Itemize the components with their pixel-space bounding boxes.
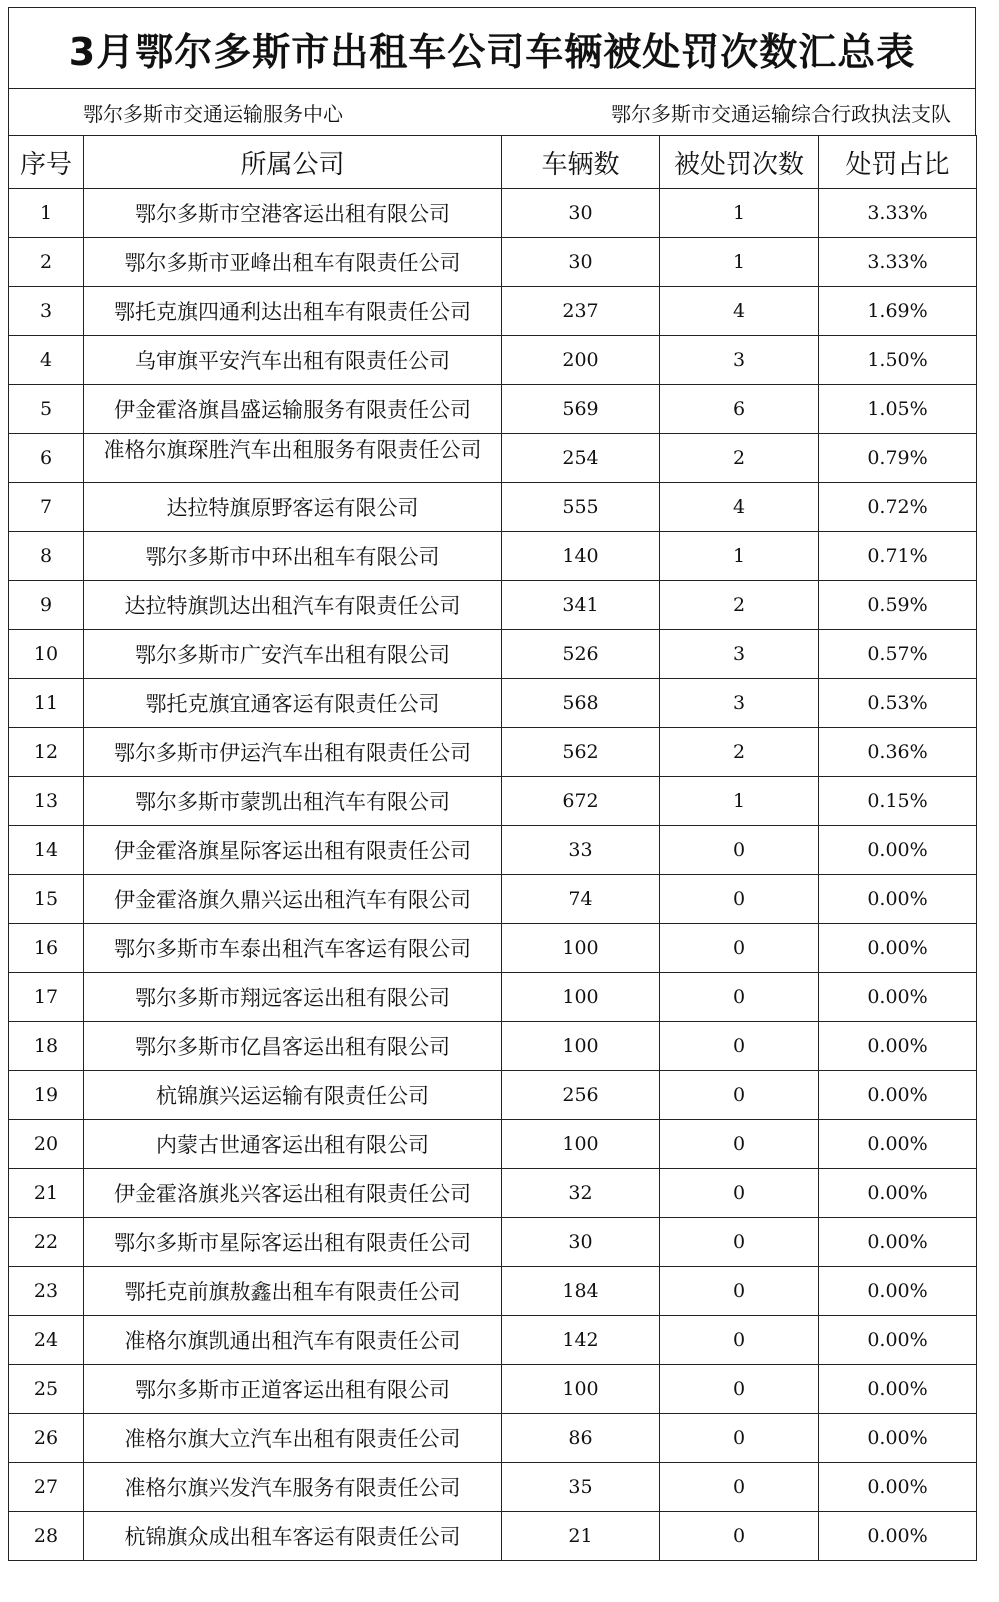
row-company: 鄂尔多斯市伊运汽车出租有限责任公司 (84, 728, 502, 777)
row-vehicles: 341 (502, 581, 660, 630)
row-penalties: 2 (660, 728, 819, 777)
row-penalties: 3 (660, 679, 819, 728)
row-penalties: 0 (660, 1071, 819, 1120)
row-company: 达拉特旗凯达出租汽车有限责任公司 (84, 581, 502, 630)
row-ratio: 1.05% (819, 385, 977, 434)
row-penalties: 0 (660, 1218, 819, 1267)
row-vehicles: 254 (502, 434, 660, 483)
table-row (9, 728, 977, 777)
row-company: 伊金霍洛旗久鼎兴运出租汽车有限公司 (84, 875, 502, 924)
row-ratio: 0.00% (819, 875, 977, 924)
row-vehicles: 86 (502, 1414, 660, 1463)
row-company: 杭锦旗兴运运输有限责任公司 (84, 1071, 502, 1120)
row-index: 3 (9, 287, 84, 336)
row-vehicles: 526 (502, 630, 660, 679)
row-index: 8 (9, 532, 84, 581)
table-row (9, 1218, 977, 1267)
table-row (9, 434, 977, 483)
summary-sheet (8, 7, 976, 1561)
row-penalties: 1 (660, 238, 819, 287)
table-row (9, 1267, 977, 1316)
row-company: 鄂托克旗四通利达出租车有限责任公司 (84, 287, 502, 336)
row-vehicles: 30 (502, 238, 660, 287)
row-penalties: 0 (660, 924, 819, 973)
row-ratio: 0.00% (819, 1463, 977, 1512)
row-vehicles: 32 (502, 1169, 660, 1218)
row-vehicles: 568 (502, 679, 660, 728)
row-company: 鄂尔多斯市翔远客运出租有限公司 (84, 973, 502, 1022)
row-penalties: 0 (660, 875, 819, 924)
header-vehicles: 车辆数 (502, 136, 660, 189)
row-penalties: 3 (660, 630, 819, 679)
table-row (9, 1414, 977, 1463)
row-vehicles: 142 (502, 1316, 660, 1365)
row-ratio: 3.33% (819, 238, 977, 287)
row-ratio: 0.00% (819, 1120, 977, 1169)
table-row (9, 1463, 977, 1512)
row-penalties: 0 (660, 1463, 819, 1512)
penalty-table (8, 135, 977, 1561)
row-index: 25 (9, 1365, 84, 1414)
row-vehicles: 237 (502, 287, 660, 336)
row-ratio: 0.00% (819, 1267, 977, 1316)
table-row (9, 777, 977, 826)
row-ratio: 0.57% (819, 630, 977, 679)
row-ratio: 0.15% (819, 777, 977, 826)
issuer-right: 鄂尔多斯市交通运输综合行政执法支队 (611, 101, 951, 126)
table-row (9, 924, 977, 973)
row-ratio: 0.71% (819, 532, 977, 581)
row-index: 13 (9, 777, 84, 826)
row-index: 19 (9, 1071, 84, 1120)
row-penalties: 0 (660, 1512, 819, 1561)
row-company: 达拉特旗原野客运有限公司 (84, 483, 502, 532)
row-ratio: 0.00% (819, 1071, 977, 1120)
row-company: 鄂尔多斯市广安汽车出租有限公司 (84, 630, 502, 679)
header-row (9, 136, 977, 189)
issuer-left: 鄂尔多斯市交通运输服务中心 (83, 101, 343, 126)
row-ratio: 0.00% (819, 1218, 977, 1267)
row-company: 鄂尔多斯市空港客运出租有限公司 (84, 189, 502, 238)
row-vehicles: 100 (502, 1365, 660, 1414)
row-vehicles: 140 (502, 532, 660, 581)
row-vehicles: 100 (502, 973, 660, 1022)
row-vehicles: 672 (502, 777, 660, 826)
header-index: 序号 (9, 136, 84, 189)
row-ratio: 0.00% (819, 826, 977, 875)
table-row (9, 826, 977, 875)
row-penalties: 0 (660, 973, 819, 1022)
row-penalties: 1 (660, 189, 819, 238)
row-index: 1 (9, 189, 84, 238)
header-ratio: 处罚占比 (819, 136, 977, 189)
sheet-subtitle (8, 88, 976, 135)
row-company: 准格尔旗大立汽车出租有限责任公司 (84, 1414, 502, 1463)
table-row (9, 1512, 977, 1561)
row-company: 鄂尔多斯市车泰出租汽车客运有限公司 (84, 924, 502, 973)
row-ratio: 1.50% (819, 336, 977, 385)
row-index: 15 (9, 875, 84, 924)
row-ratio: 0.79% (819, 434, 977, 483)
row-penalties: 0 (660, 826, 819, 875)
row-penalties: 0 (660, 1267, 819, 1316)
row-ratio: 0.72% (819, 483, 977, 532)
row-penalties: 2 (660, 581, 819, 630)
row-index: 17 (9, 973, 84, 1022)
row-penalties: 3 (660, 336, 819, 385)
row-index: 20 (9, 1120, 84, 1169)
row-company: 乌审旗平安汽车出租有限责任公司 (84, 336, 502, 385)
row-ratio: 0.00% (819, 1414, 977, 1463)
table-row (9, 1316, 977, 1365)
row-index: 26 (9, 1414, 84, 1463)
row-vehicles: 100 (502, 1022, 660, 1071)
row-vehicles: 100 (502, 924, 660, 973)
row-index: 18 (9, 1022, 84, 1071)
row-penalties: 6 (660, 385, 819, 434)
row-vehicles: 30 (502, 1218, 660, 1267)
row-company: 鄂尔多斯市星际客运出租有限责任公司 (84, 1218, 502, 1267)
table-row (9, 189, 977, 238)
table-row (9, 679, 977, 728)
row-company: 鄂托克前旗敖鑫出租车有限责任公司 (84, 1267, 502, 1316)
row-vehicles: 569 (502, 385, 660, 434)
row-index: 28 (9, 1512, 84, 1561)
row-penalties: 0 (660, 1169, 819, 1218)
row-company: 鄂托克旗宜通客运有限责任公司 (84, 679, 502, 728)
row-ratio: 0.00% (819, 1316, 977, 1365)
table-row (9, 1120, 977, 1169)
row-company: 内蒙古世通客运出租有限公司 (84, 1120, 502, 1169)
row-ratio: 0.00% (819, 1169, 977, 1218)
row-vehicles: 555 (502, 483, 660, 532)
row-vehicles: 35 (502, 1463, 660, 1512)
row-ratio: 0.00% (819, 924, 977, 973)
row-ratio: 1.69% (819, 287, 977, 336)
table-row (9, 1022, 977, 1071)
row-index: 10 (9, 630, 84, 679)
row-vehicles: 33 (502, 826, 660, 875)
table-row (9, 1071, 977, 1120)
table-row (9, 973, 977, 1022)
table-row (9, 336, 977, 385)
row-company: 伊金霍洛旗昌盛运输服务有限责任公司 (84, 385, 502, 434)
row-company: 鄂尔多斯市中环出租车有限公司 (84, 532, 502, 581)
row-company: 伊金霍洛旗星际客运出租有限责任公司 (84, 826, 502, 875)
table-row (9, 581, 977, 630)
row-company: 鄂尔多斯市亿昌客运出租有限公司 (84, 1022, 502, 1071)
row-penalties: 2 (660, 434, 819, 483)
row-index: 24 (9, 1316, 84, 1365)
table-row (9, 875, 977, 924)
row-index: 12 (9, 728, 84, 777)
row-company: 杭锦旗众成出租车客运有限责任公司 (84, 1512, 502, 1561)
row-index: 9 (9, 581, 84, 630)
row-vehicles: 256 (502, 1071, 660, 1120)
table-row (9, 1365, 977, 1414)
row-penalties: 0 (660, 1316, 819, 1365)
table-row (9, 630, 977, 679)
table-row (9, 385, 977, 434)
row-penalties: 4 (660, 483, 819, 532)
row-vehicles: 30 (502, 189, 660, 238)
row-vehicles: 200 (502, 336, 660, 385)
row-ratio: 3.33% (819, 189, 977, 238)
row-index: 4 (9, 336, 84, 385)
row-company: 伊金霍洛旗兆兴客运出租有限责任公司 (84, 1169, 502, 1218)
row-company: 鄂尔多斯市蒙凯出租汽车有限公司 (84, 777, 502, 826)
table-row (9, 287, 977, 336)
row-company: 鄂尔多斯市亚峰出租车有限责任公司 (84, 238, 502, 287)
row-index: 2 (9, 238, 84, 287)
row-vehicles: 562 (502, 728, 660, 777)
row-ratio: 0.59% (819, 581, 977, 630)
row-ratio: 0.36% (819, 728, 977, 777)
row-company: 准格尔旗凯通出租汽车有限责任公司 (84, 1316, 502, 1365)
row-index: 27 (9, 1463, 84, 1512)
row-vehicles: 100 (502, 1120, 660, 1169)
row-ratio: 0.00% (819, 1022, 977, 1071)
table-row (9, 483, 977, 532)
row-index: 16 (9, 924, 84, 973)
row-ratio: 0.53% (819, 679, 977, 728)
row-index: 7 (9, 483, 84, 532)
row-penalties: 0 (660, 1120, 819, 1169)
row-penalties: 1 (660, 777, 819, 826)
row-ratio: 0.00% (819, 1365, 977, 1414)
row-index: 23 (9, 1267, 84, 1316)
row-index: 6 (9, 434, 84, 483)
row-index: 5 (9, 385, 84, 434)
table-row (9, 238, 977, 287)
row-penalties: 0 (660, 1414, 819, 1463)
row-penalties: 0 (660, 1022, 819, 1071)
row-vehicles: 184 (502, 1267, 660, 1316)
row-penalties: 1 (660, 532, 819, 581)
header-company: 所属公司 (84, 136, 502, 189)
row-company: 准格尔旗琛胜汽车出租服务有限责任公司 (84, 434, 502, 483)
sheet-title: 3月鄂尔多斯市出租车公司车辆被处罚次数汇总表 (8, 7, 976, 88)
header-penalties: 被处罚次数 (660, 136, 819, 189)
table-row (9, 1169, 977, 1218)
row-vehicles: 74 (502, 875, 660, 924)
row-index: 21 (9, 1169, 84, 1218)
row-index: 22 (9, 1218, 84, 1267)
row-index: 11 (9, 679, 84, 728)
row-penalties: 4 (660, 287, 819, 336)
row-company: 鄂尔多斯市正道客运出租有限公司 (84, 1365, 502, 1414)
table-row (9, 532, 977, 581)
row-ratio: 0.00% (819, 1512, 977, 1561)
row-penalties: 0 (660, 1365, 819, 1414)
row-company: 准格尔旗兴发汽车服务有限责任公司 (84, 1463, 502, 1512)
row-index: 14 (9, 826, 84, 875)
row-vehicles: 21 (502, 1512, 660, 1561)
row-ratio: 0.00% (819, 973, 977, 1022)
